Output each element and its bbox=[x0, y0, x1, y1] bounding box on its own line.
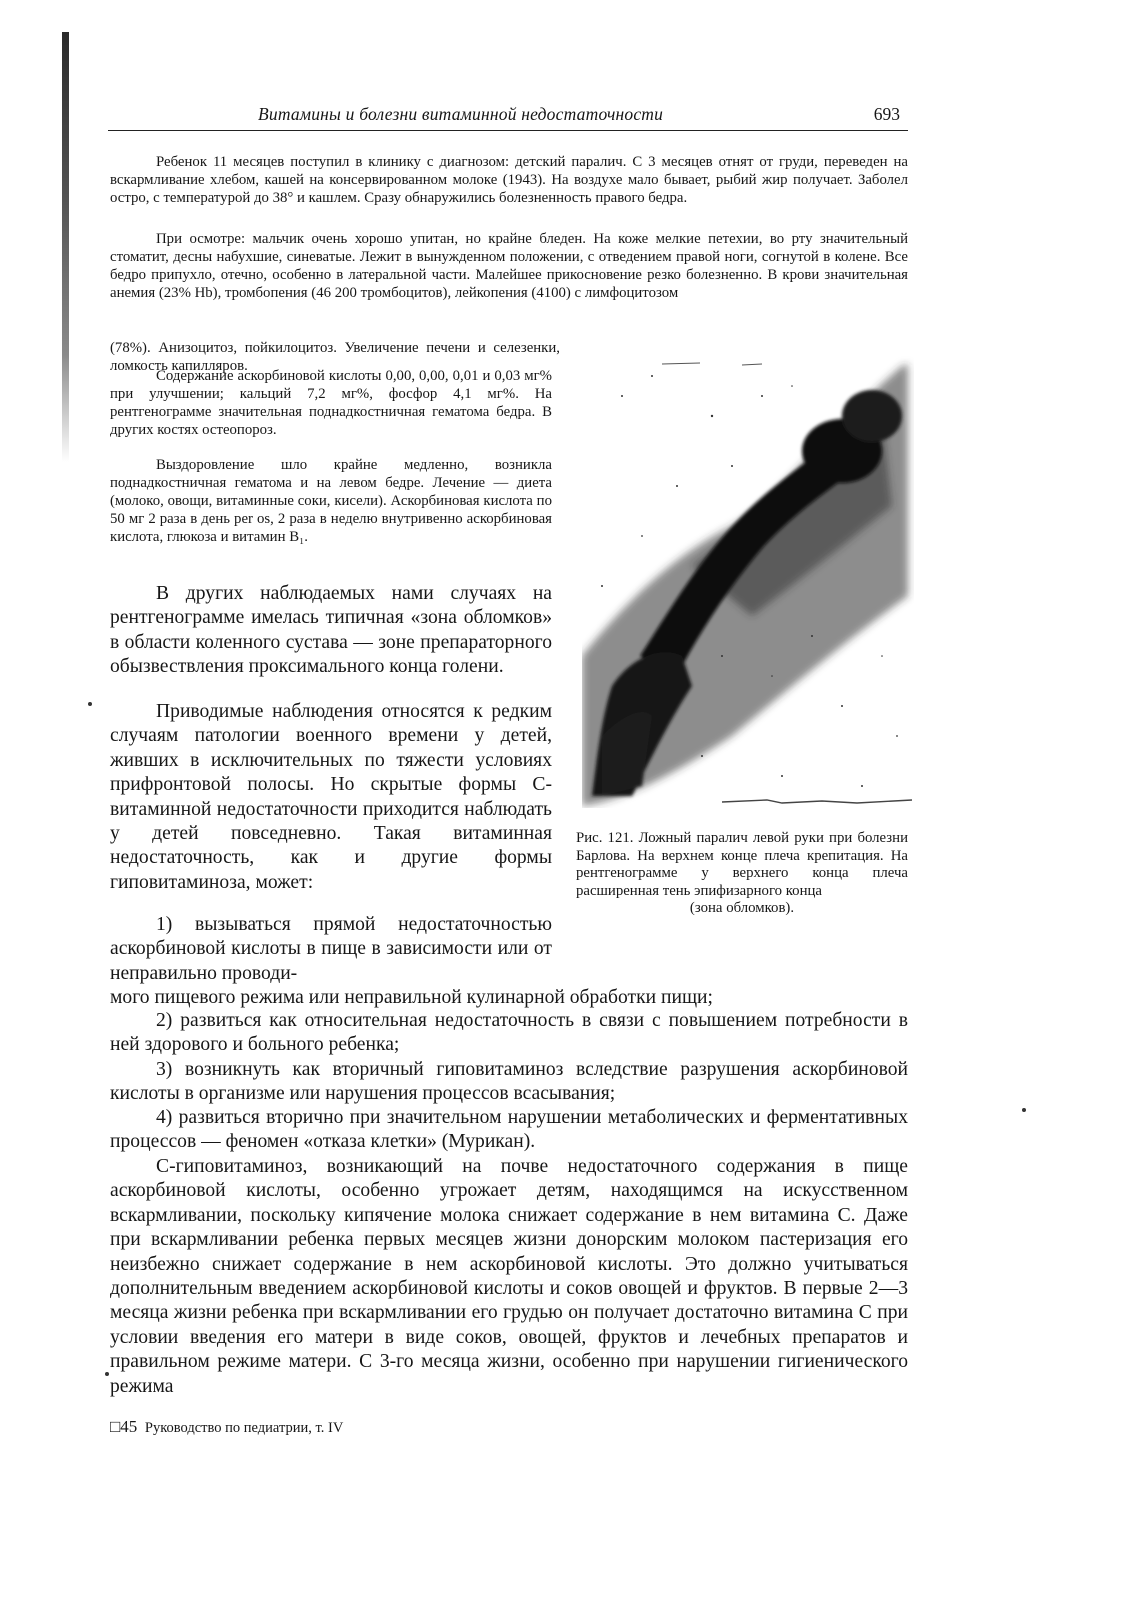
body-paragraph-1: В других наблюдаемых нами случаях на рентгенограмме имелась типичная «зона обломков» в области коленного сустава — зоне препараторного обызвествления проксимального конца голени. bbox=[110, 583, 552, 678]
case-labs-paragraph: Содержание аскорбиновой кислоты 0,00, 0,00, 0,01 и 0,03 мг% при улучшении; кальций 7,2 мг%, фосфор 4,1 мг%. На рентгенограмме значительная поднадкостничная гематома бедра. В других костях остеопороз. bbox=[110, 368, 552, 438]
case-exam-paragraph-end: (78%). Анизоцитоз, пойкилоцитоз. Увеличение печени и селезенки, ломкость капилляров. bbox=[110, 340, 560, 374]
figure-caption-end: (зона обломков). bbox=[689, 900, 795, 917]
figure-caption-text: Рис. 121. Ложный паралич левой руки при болезни Барлова. На верхнем конце плеча крепитация. На рентгенограмме у верхнего конца плеча расширенная тень эпифизарного конца bbox=[576, 830, 908, 899]
page-header bbox=[108, 104, 908, 128]
running-title: Витамины и болезни витаминной недостаточности bbox=[258, 104, 664, 124]
scan-speck bbox=[88, 702, 92, 706]
header-rule bbox=[108, 130, 908, 131]
printer-signature: □45 bbox=[110, 1417, 138, 1436]
case-recovery-paragraph: Выздоровление шло крайне медленно, возникла поднадкостничная гематома и на левом бедре. Лечение — диета (молоко, овощи, витаминные соки, кисели). Аскорбиновая кислота по 50 мг 2 раза в день per os, 2 раза в неделю внутривенно аскорбиновая кислота, глюкоза и витамин B₁. bbox=[110, 457, 552, 545]
scan-speck bbox=[1022, 1108, 1026, 1112]
figure-caption bbox=[576, 830, 908, 918]
list-item-4: 4) развиться вторично при значительном нарушении метаболических и ферментативных процессов — феномен «отказа клетки» (Мурикан). bbox=[110, 1107, 908, 1153]
case-exam-paragraph: При осмотре: мальчик очень хорошо упитан, но крайне бледен. На коже мелкие петехии, во рту значительный стоматит, десны набухшие, синеватые. Лежит в вынужденном положении, с отведением правой ноги, согнутой в колене. Все бедро припухло, отечно, особенно в латеральной части. Малейшее прикосновение резко болезненно. В крови значительная анемия (23% Hb), тромбопения (46 200 тромбоцитов), лейкопения (4100) с лимфоцитозом bbox=[110, 231, 908, 301]
list-item-1-end: мого пищевого режима или неправильной кулинарной обработки пищи; bbox=[110, 987, 713, 1008]
footer-book-title: Руководство по педиатрии, т. IV bbox=[144, 1420, 344, 1436]
scan-speck bbox=[105, 1372, 109, 1376]
list-item-3: 3) возникнуть как вторичный гиповитаминоз вследствие разрушения аскорбиновой кислоты в организме или нарушения процессов всасывания; bbox=[110, 1059, 908, 1105]
page-number: 693 bbox=[873, 104, 900, 124]
xray-figure bbox=[582, 356, 914, 808]
list-item-2: 2) развиться как относительная недостаточность в связи с повышением потребности в ней здорового и больного ребенка; bbox=[110, 1010, 908, 1056]
body-paragraph-3: С-гиповитаминоз, возникающий на почве недостаточного содержания в пище аскорбиновой кислоты, особенно угрожает детям, находящимся на искусственном вскармливании, поскольку кипячение молока снижает содержание в нем витамина С. Даже при вскармливании ребенка первых месяцев жизни донорским молоком пастеризация его неизбежно снижает содержание в нем аскорбиновой кислоты. Это должно учитываться дополнительным введением аскорбиновой кислоты и соков овощей и фруктов. В первые 2—3 месяца жизни ребенка при вскармливании его грудью он получает достаточно витамина С при условии введения его матери в виде соков, овощей, фруктов и лечебных препаратов и правильном режиме матери. С 3-го месяца жизни, особенно при нарушении гигиенического режима bbox=[110, 1156, 908, 1397]
scan-edge-line bbox=[62, 32, 69, 462]
xray-image bbox=[582, 356, 914, 808]
page-footer bbox=[110, 1417, 343, 1437]
body-paragraph-2: Приводимые наблюдения относятся к редким случаям патологии военного времени у детей, живших в исключительных по тяжести условиях прифронтовой полосы. Но скрытые формы С-витаминной недостаточности приходится наблюдать у детей повседневно. Такая витаминная недостаточность, как и другие формы гиповитаминоза, может: bbox=[110, 701, 552, 893]
case-history-paragraph: Ребенок 11 месяцев поступил в клинику с диагнозом: детский паралич. С 3 месяцев отнят от груди, переведен на вскармливание хлебом, кашей на консервированном молоке (1943). На воздухе мало бывает, рыбий жир получает. Заболел остро, с температурой до 38° и кашлем. Сразу обнаружились болезненность правого бедра. bbox=[110, 154, 908, 206]
list-item-1: 1) вызываться прямой недостаточностью аскорбиновой кислоты в пище в зависимости или от неправильно проводи- bbox=[110, 914, 552, 984]
